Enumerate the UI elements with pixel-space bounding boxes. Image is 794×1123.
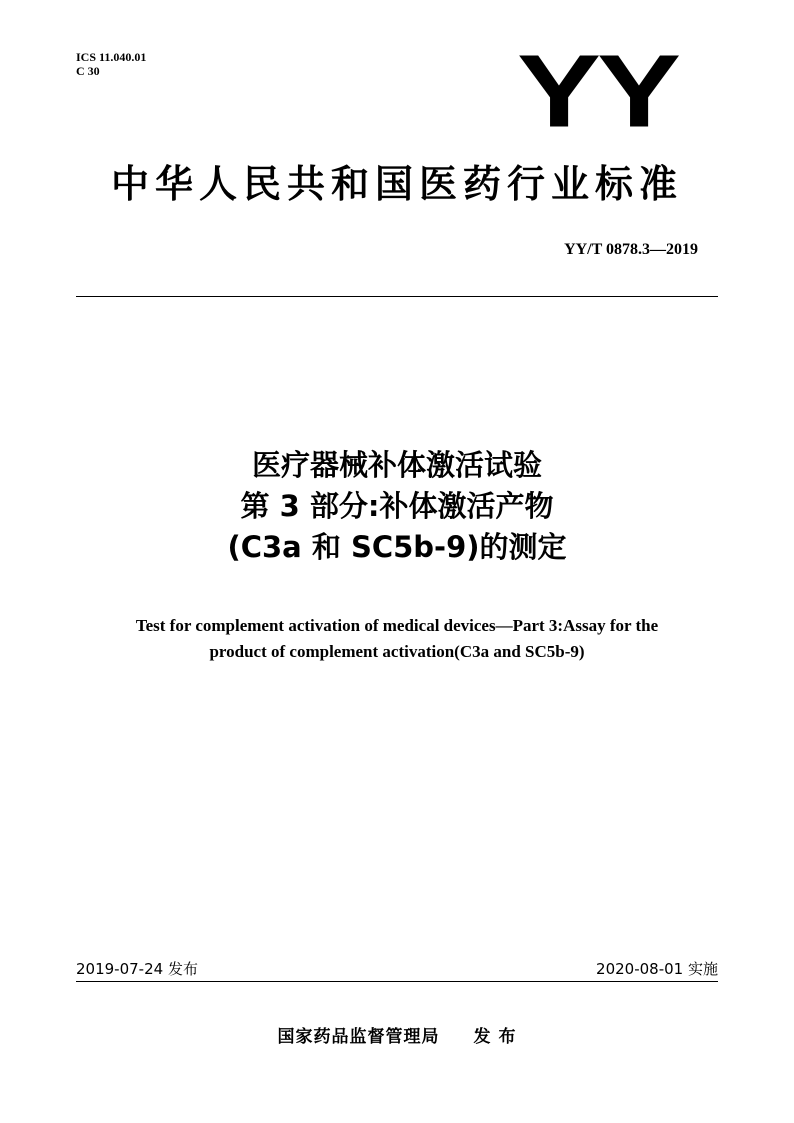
ccs-code: C 30 xyxy=(76,64,100,78)
publisher-action: 发 布 xyxy=(473,1027,517,1047)
publisher xyxy=(0,1022,794,1047)
classification-codes xyxy=(76,50,146,78)
standard-code: YY/T 0878.3—2019 xyxy=(564,241,698,258)
english-title-line-1: Test for complement activation of medical devices—Part 3:Assay for the xyxy=(135,616,659,635)
english-title-line-2: product of complement activation(C3a and SC5b-9) xyxy=(209,642,585,661)
chinese-title-line-3: (C3a 和 SC5b-9)的测定 xyxy=(227,530,567,564)
footer-divider xyxy=(76,981,718,982)
chinese-title xyxy=(0,445,794,568)
publisher-name: 国家药品监督管理局 xyxy=(277,1027,440,1047)
english-title xyxy=(0,613,794,665)
ics-code: ICS 11.040.01 xyxy=(76,50,147,64)
chinese-title-line-2: 第 3 部分:补体激活产物 xyxy=(240,489,554,523)
standard-title: 中华人民共和国医药行业标准 xyxy=(110,162,683,206)
publish-date: 2019-07-24 发布 xyxy=(76,960,198,978)
effective-date: 2020-08-01 实施 xyxy=(596,960,718,978)
header-divider xyxy=(76,296,718,297)
chinese-title-line-1: 医疗器械补体激活试验 xyxy=(251,448,542,482)
yy-logo: YY xyxy=(516,32,678,149)
